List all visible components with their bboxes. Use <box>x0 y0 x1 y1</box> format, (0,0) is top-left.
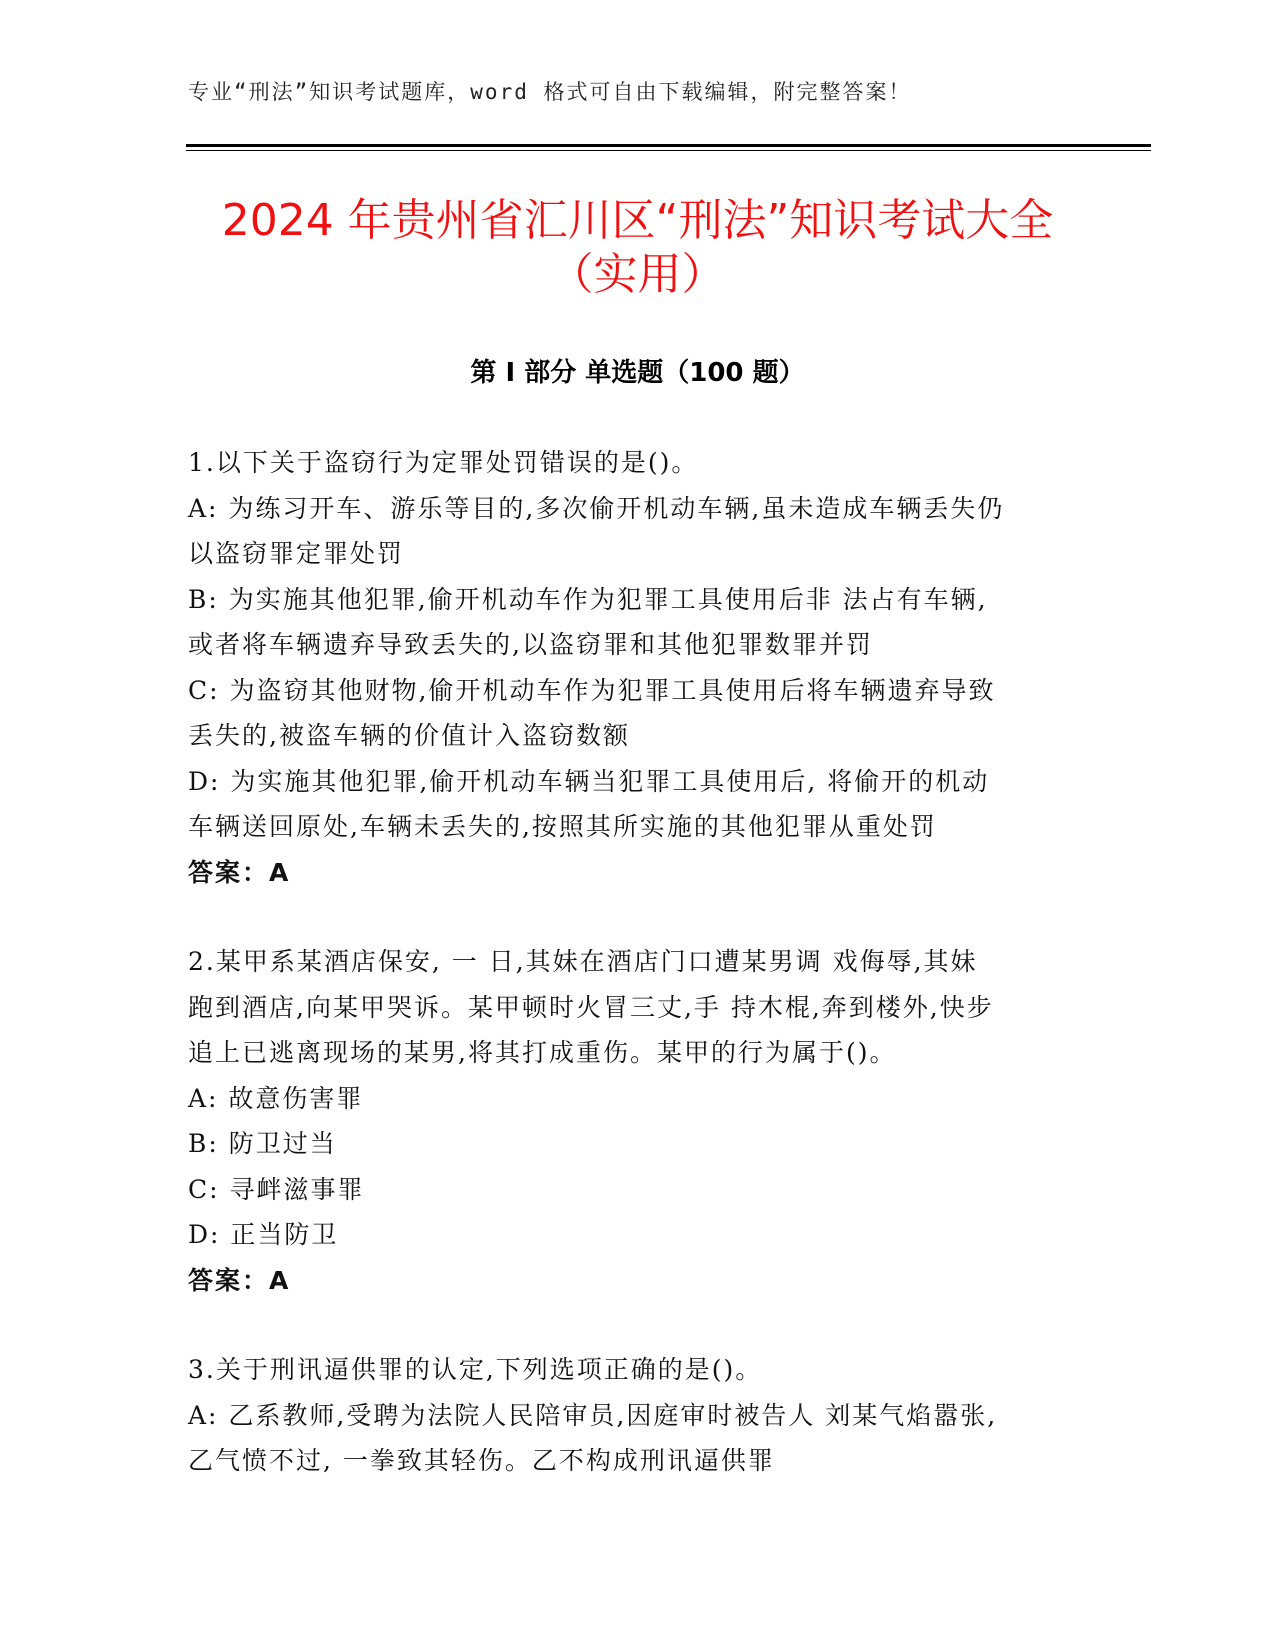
header-rule-thick <box>186 144 1151 147</box>
question-line: B: 防卫过当 <box>188 1129 337 1158</box>
question-3 <box>188 1347 1078 1484</box>
header-rule-thin <box>186 150 1151 151</box>
question-line: D: 为实施其他犯罪,偷开机动车辆当犯罪工具使用后, 将偷开的机动 <box>188 766 990 796</box>
question-line: A: 乙系教师,受聘为法院人民陪审员,因庭审时被告人 刘某气焰嚣张, <box>188 1400 998 1430</box>
question-line: 乙气愤不过, 一拳致其轻伤。乙不构成刑讯逼供罪 <box>188 1446 775 1475</box>
question-line: D: 正当防卫 <box>188 1220 339 1249</box>
question-line: C: 寻衅滋事罪 <box>188 1174 365 1204</box>
document-title <box>0 194 1275 302</box>
question-1 <box>188 440 1078 895</box>
question-line: B: 为实施其他犯罪,偷开机动车作为犯罪工具使用后非 法占有车辆, <box>188 584 988 614</box>
question-line: A: 故意伤害罪 <box>188 1083 364 1113</box>
header-note: 专业“刑法”知识考试题库，word 格式可自由下载编辑，附完整答案！ <box>188 80 912 104</box>
question-line: 或者将车辆遗弃导致丢失的,以盗窃罪和其他犯罪数罪并罚 <box>188 630 873 659</box>
title-line-1: 2024 年贵州省汇川区“刑法”知识考试大全 <box>221 195 1054 246</box>
section-title: 第 I 部分 单选题（100 题） <box>470 358 805 388</box>
question-line: 车辆送回原处,车辆未丢失的,按照其所实施的其他犯罪从重处罚 <box>188 812 937 841</box>
question-list <box>188 440 1078 1528</box>
question-line: 3.关于刑讯逼供罪的认定,下列选项正确的是()。 <box>188 1355 763 1384</box>
question-line: 2.某甲系某酒店保安, 一 日,其妹在酒店门口遭某男调 戏侮辱,其妹 <box>188 947 978 976</box>
question-line: C: 为盗窃其他财物,偷开机动车作为犯罪工具使用后将车辆遗弃导致 <box>188 675 996 705</box>
question-line: 追上已逃离现场的某男,将其打成重伤。某甲的行为属于()。 <box>188 1038 897 1067</box>
question-line: A: 为练习开车、游乐等目的,多次偷开机动车辆,虽未造成车辆丢失仍 <box>188 493 1005 523</box>
title-line-2: （实用） <box>549 249 726 300</box>
question-line: 丢失的,被盗车辆的价值计入盗窃数额 <box>188 721 630 750</box>
question-line: 以盗窃罪定罪处罚 <box>188 539 405 568</box>
question-2 <box>188 939 1078 1303</box>
answer-label: 答案：A <box>188 857 291 887</box>
question-line: 跑到酒店,向某甲哭诉。某甲顿时火冒三丈,手 持木棍,奔到楼外,快步 <box>188 992 994 1022</box>
answer-label: 答案：A <box>188 1265 291 1295</box>
question-line: 1.以下关于盗窃行为定罪处罚错误的是()。 <box>188 448 699 477</box>
